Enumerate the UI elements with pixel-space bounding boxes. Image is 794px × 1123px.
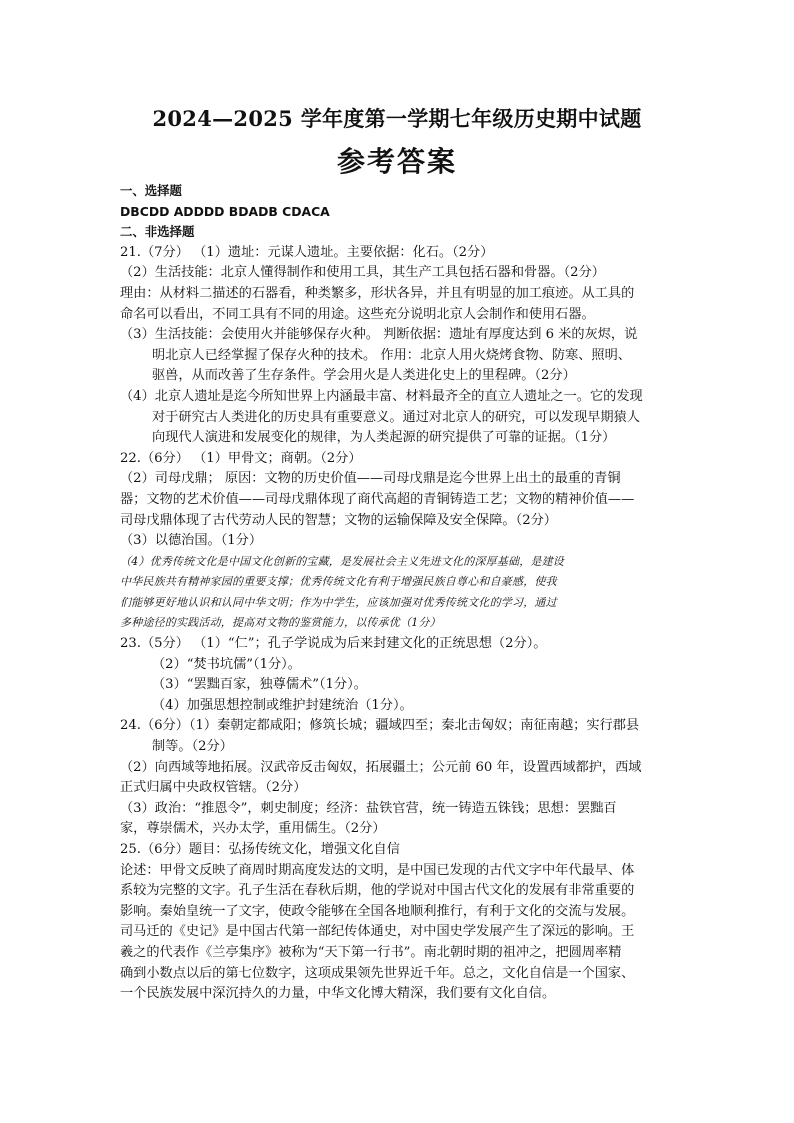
answer-line: 羲之的代表作《兰亭集序》被称为“天下第一行书”。南北朝时期的祖冲之，把圆周率精 bbox=[120, 944, 622, 960]
choice-answers: DBCDD ADDDD BDADB CDACA bbox=[120, 203, 330, 219]
section-heading-choice: 一、选择题 bbox=[120, 183, 182, 198]
answer-line: 确到小数点以后的第七位数字，这项成果领先世界近千年。总之，文化自信是一个国家、 bbox=[120, 965, 635, 981]
answer-line: （3）生活技能：会使用火并能够保存火种。 判断依据：遗址有厚度达到 6 米的灰烬，说 bbox=[120, 327, 638, 343]
answer-line: 司马迁的《史记》是中国古代第一部纪传体通史，对中国史学发展产生了深远的影响。王 bbox=[120, 924, 635, 940]
answer-line: 21.（7分） （1）遗址：元谋人遗址。主要依据：化石。（2分） bbox=[120, 244, 494, 260]
answer-line: （4）加强思想控制或维护封建统治（1分）。 bbox=[152, 697, 413, 713]
answer-line: （2）向西域等地拓展。汉武帝反击匈奴，拓展疆土；公元前 60 年，设置西域都护，西域 bbox=[120, 759, 642, 775]
answer-line: 一个民族发展中深沉持久的力量，中华文化博大精深，我们要有文化自信。 bbox=[120, 986, 556, 1002]
answer-line: （3）政治：“推恩令”，刺史制度；经济：盐铁官营，统一铸造五铢钱；思想：罢黜百 bbox=[120, 800, 617, 816]
section-heading-nonchoice: 二、非选择题 bbox=[120, 224, 195, 240]
answer-line: 影响。秦始皇统一了文字，使政令能够在全国各地顺利推行，有利于文化的交流与发展。 bbox=[120, 903, 635, 919]
answer-line: （4）北京人遗址是迄今所知世界上内涵最丰富、材料最齐全的直立人遗址之一。它的发现 bbox=[120, 388, 643, 404]
answer-line: 正式归属中央政权管辖。（2分） bbox=[120, 780, 307, 796]
answer-line: 22.（6分） （1）甲骨文；商朝。（2分） bbox=[120, 450, 362, 466]
answer-line: 们能够更好地认识和认同中华文明；作为中学生，应该加强对优秀传统文化的学习，通过 bbox=[120, 595, 557, 609]
answer-line: 司母戊鼎体现了古代劳动人民的智慧；文物的运输保障及安全保障。（2分） bbox=[120, 512, 557, 528]
answer-line: 中华民族共有精神家园的重要支撑；优秀传统文化有利于增强民族自尊心和自豪感，使我 bbox=[120, 575, 557, 589]
answer-body bbox=[120, 181, 680, 1005]
answer-line: （2）“焚书坑儒”（1分）。 bbox=[152, 656, 301, 672]
answer-line: 器；文物的艺术价值——司母戊鼎体现了商代高超的青铜铸造工艺；文物的精神价值—— bbox=[120, 491, 635, 507]
answer-line: 向现代人演进和发展变化的规律，为人类起源的研究提供了可靠的证据。（1分） bbox=[152, 430, 616, 446]
answer-line: 对于研究古人类进化的历史具有重要意义。通过对北京人的研究，可以发现早期猿人 bbox=[152, 409, 640, 425]
answer-line: 家，尊崇儒术，兴办太学，重用儒生。（2分） bbox=[120, 821, 386, 837]
answer-line: （2）生活技能：北京人懂得制作和使用工具，其生产工具包括石器和骨器。（2分） bbox=[120, 265, 605, 281]
page-subtitle: 参考答案 bbox=[336, 145, 457, 178]
answer-line: （3）以德治国。（1分） bbox=[120, 533, 263, 549]
answer-line: 25.（6分）题目：弘扬传统文化，增强文化自信 bbox=[120, 842, 400, 857]
answer-line: 多种途径的实践活动，提高对文物的鉴赏能力，以传承优（1分） bbox=[120, 616, 441, 630]
answer-line: 明北京人已经掌握了保存火种的技术。 作用：北京人用火烧烤食物、防寒、照明、 bbox=[152, 347, 631, 363]
page-title: 2024—2025 学年度第一学期七年级历史期中试题 bbox=[152, 106, 642, 131]
answer-line: 论述：甲骨文反映了商周时期高度发达的文明，是中国已发现的古代文字中年代最早、体 bbox=[120, 862, 635, 878]
answer-line: 系较为完整的文字。孔子生活在春秋后期，他的学说对中国古代文化的发展有非常重要的 bbox=[120, 883, 635, 899]
answer-line: 23.（5分） （1）“仁”；孔子学说成为后来封建文化的正统思想（2分）。 bbox=[120, 636, 547, 652]
answer-line: 理由：从材料二描述的石器看，种类繁多，形状各异，并且有明显的加工痕迹。从工具的 bbox=[120, 285, 635, 301]
answer-line: （2）司母戊鼎； 原因：文物的历史价值——司母戊鼎是迄今世界上出土的最重的青铜 bbox=[120, 471, 621, 487]
answer-line: （3）“罢黜百家，独尊儒术”（1分）。 bbox=[152, 677, 367, 693]
answer-line: 命名可以看出，不同工具有不同的用途。这些充分说明北京人会制作和使用石器。 bbox=[120, 306, 595, 322]
answer-line: 驱兽，从而改善了生存条件。学会用火是人类进化史上的里程碑。（2分） bbox=[152, 368, 576, 384]
answer-line: 制等。（2分） bbox=[152, 739, 233, 755]
answer-line: 24.（6分）（1）秦朝定都咸阳；修筑长城；疆域四至；秦北击匈奴；南征南越；实行郡县 bbox=[120, 718, 640, 734]
answer-line: （4）优秀传统文化是中国文化创新的宝藏，是发展社会主义先进文化的深厚基础，是建设 bbox=[120, 554, 564, 568]
